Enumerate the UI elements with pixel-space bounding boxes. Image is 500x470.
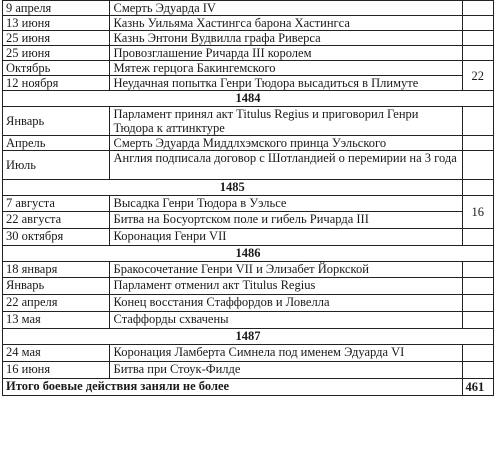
- table-row: [3, 31, 494, 46]
- event-description: Мятеж герцога Бакингемского: [109, 61, 462, 76]
- chronology-table: [2, 0, 494, 396]
- event-description: Конец восстания Стаффордов и Ловелла: [109, 295, 462, 312]
- year-header-row: [3, 246, 494, 262]
- event-description: Высадка Генри Тюдора в Уэльсе: [109, 196, 462, 212]
- event-description: Провозглашение Ричарда III королем: [109, 46, 462, 61]
- event-description: Англия подписала договор с Шотландией о перемирии на 3 года: [109, 151, 462, 180]
- event-date: Январь: [3, 107, 110, 136]
- duration-cell-empty: [462, 262, 493, 278]
- event-description: Смерть Эдуарда IV: [109, 1, 462, 16]
- event-date: 30 октября: [3, 229, 110, 246]
- table-row: [3, 107, 494, 136]
- event-date: 16 июня: [3, 362, 110, 379]
- event-date: 13 мая: [3, 312, 110, 329]
- event-description: Неудачная попытка Генри Тюдора высадиться в Плимуте: [109, 76, 462, 91]
- event-description: Парламент принял акт Titulus Regius и приговорил Генри Тюдора к аттинктуре: [109, 107, 462, 136]
- year-header: 1484: [3, 91, 494, 107]
- total-value: 461: [462, 379, 493, 396]
- duration-cell-empty: [462, 107, 493, 136]
- table-row: [3, 61, 494, 76]
- year-header: 1485: [3, 180, 463, 196]
- event-date: 9 апреля: [3, 1, 110, 16]
- table-row: [3, 151, 494, 180]
- event-description: Стаффорды схвачены: [109, 312, 462, 329]
- duration-cell-empty: [462, 180, 493, 196]
- event-date: 22 апреля: [3, 295, 110, 312]
- event-date: 25 июня: [3, 31, 110, 46]
- event-date: Октябрь: [3, 61, 110, 76]
- event-description: Парламент отменил акт Titulus Regius: [109, 278, 462, 295]
- duration-cell-empty: [462, 31, 493, 46]
- total-row: [3, 379, 494, 396]
- year-header-row: [3, 329, 494, 345]
- year-header: 1486: [3, 246, 494, 262]
- year-header-row: [3, 180, 494, 196]
- duration-cell-empty: [462, 1, 493, 16]
- event-description: Казнь Уильяма Хастингса барона Хастингса: [109, 16, 462, 31]
- duration-cell-empty: [462, 46, 493, 61]
- table-row: [3, 196, 494, 212]
- year-header: 1487: [3, 329, 494, 345]
- event-description: Коронация Ламберта Симнела под именем Эдуарда VI: [109, 345, 462, 362]
- table-row: [3, 16, 494, 31]
- table-row: [3, 312, 494, 329]
- table-row: [3, 278, 494, 295]
- event-description: Коронация Генри VII: [109, 229, 462, 246]
- event-date: 24 мая: [3, 345, 110, 362]
- duration-cell-empty: [462, 295, 493, 312]
- total-label: Итого боевые действия заняли не более: [3, 379, 463, 396]
- duration-cell-empty: [462, 151, 493, 180]
- event-date: 13 июня: [3, 16, 110, 31]
- duration-cell-empty: [462, 16, 493, 31]
- event-date: 12 ноября: [3, 76, 110, 91]
- duration-cell-empty: [462, 312, 493, 329]
- table-row: [3, 362, 494, 379]
- event-description: Смерть Эдуарда Миддлхэмского принца Уэльского: [109, 136, 462, 151]
- year-header-row: [3, 91, 494, 107]
- table-row: [3, 229, 494, 246]
- duration-value: 16: [462, 196, 493, 229]
- duration-cell-empty: [462, 136, 493, 151]
- table-row: [3, 295, 494, 312]
- event-description: Битва на Босуортском поле и гибель Ричарда III: [109, 212, 462, 229]
- event-date: Июль: [3, 151, 110, 180]
- event-description: Казнь Энтони Вудвилла графа Риверса: [109, 31, 462, 46]
- table-row: [3, 136, 494, 151]
- event-description: Бракосочетание Генри VII и Элизабет Йоркской: [109, 262, 462, 278]
- table-row: [3, 1, 494, 16]
- table-row: [3, 345, 494, 362]
- duration-cell-empty: [462, 345, 493, 362]
- duration-cell-empty: [462, 229, 493, 246]
- event-date: Апрель: [3, 136, 110, 151]
- event-description: Битва при Стоук-Филде: [109, 362, 462, 379]
- event-date: 18 января: [3, 262, 110, 278]
- event-date: 7 августа: [3, 196, 110, 212]
- table-row: [3, 76, 494, 91]
- event-date: Январь: [3, 278, 110, 295]
- table-row: [3, 262, 494, 278]
- event-date: 22 августа: [3, 212, 110, 229]
- duration-value: 22: [462, 61, 493, 91]
- duration-cell-empty: [462, 362, 493, 379]
- duration-cell-empty: [462, 278, 493, 295]
- table-row: [3, 46, 494, 61]
- event-date: 25 июня: [3, 46, 110, 61]
- table-row: [3, 212, 494, 229]
